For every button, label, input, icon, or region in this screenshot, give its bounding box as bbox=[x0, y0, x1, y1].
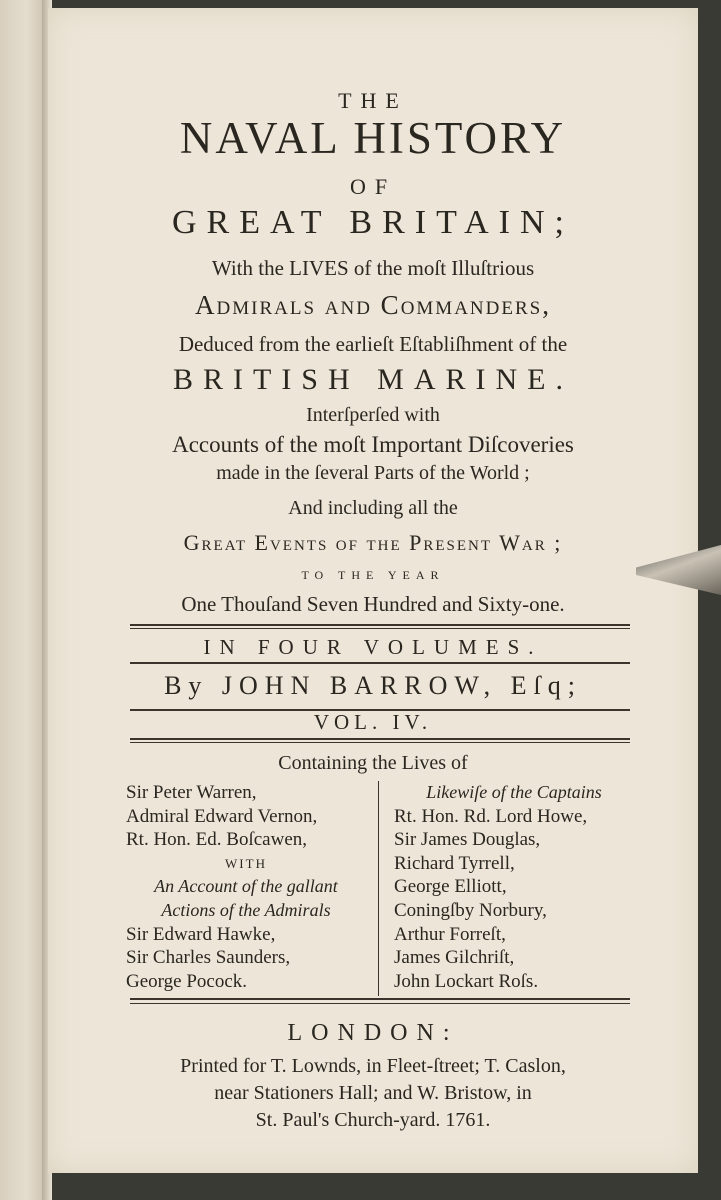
rule bbox=[130, 628, 630, 629]
column-divider bbox=[378, 781, 379, 996]
rule bbox=[130, 738, 630, 740]
left-line-9: George Pocock. bbox=[126, 970, 248, 992]
subtitle-deduced: Deduced from the earlieſt Eſtabliſhment of the bbox=[178, 332, 568, 356]
right-line-1: Likewiſe of the Captains bbox=[426, 782, 602, 802]
subtitle-to-the-year: TO THE YEAR bbox=[301, 568, 445, 582]
containing-lives: Containing the Lives of bbox=[278, 752, 468, 774]
imprint-line-3: St. Paul's Church-yard. 1761. bbox=[255, 1109, 491, 1131]
facing-page-edge bbox=[0, 0, 44, 1200]
volumes-line: IN FOUR VOLUMES. bbox=[203, 635, 543, 659]
subtitle-great-events: Great Events of the Present War ; bbox=[183, 530, 563, 555]
rule bbox=[130, 742, 630, 743]
title-of: OF bbox=[349, 174, 397, 199]
left-line-3: Rt. Hon. Ed. Boſcawen, bbox=[126, 829, 308, 851]
right-line-5: George Elliott, bbox=[394, 876, 507, 898]
imprint-line-2: near Stationers Hall; and W. Bristow, in bbox=[214, 1082, 532, 1104]
subtitle-accounts: Accounts of the moſt Important Diſcoveries bbox=[172, 432, 574, 457]
right-line-9: John Lockart Roſs. bbox=[394, 970, 539, 992]
author-line: By JOHN BARROW, Eſq; bbox=[164, 671, 582, 700]
subtitle-interspersed: Interſperſed with bbox=[306, 404, 440, 426]
title-page bbox=[48, 8, 698, 1173]
title-great-britain: GREAT BRITAIN; bbox=[171, 204, 575, 241]
left-line-8: Sir Charles Saunders, bbox=[126, 947, 291, 969]
subtitle-year-text: One Thouſand Seven Hundred and Sixty-one. bbox=[181, 592, 565, 616]
subtitle-admirals: Admirals and Commanders, bbox=[195, 290, 551, 320]
imprint-line-1: Printed for T. Lownds, in Fleet-ſtreet; T. Caslon, bbox=[180, 1055, 566, 1077]
right-line-4: Richard Tyrrell, bbox=[394, 852, 515, 874]
left-column bbox=[126, 781, 366, 993]
title-naval-history: NAVAL HISTORY bbox=[179, 113, 567, 163]
right-line-7: Arthur Forreſt, bbox=[394, 923, 506, 945]
volume-number: VOL. IV. bbox=[313, 710, 433, 734]
right-column bbox=[394, 781, 634, 993]
right-line-8: James Gilchriſt, bbox=[394, 947, 515, 969]
subtitle-with-lives: With the LIVES of the moſt Illuſtrious bbox=[211, 256, 535, 280]
right-line-2: Rt. Hon. Rd. Lord Howe, bbox=[394, 805, 588, 827]
subtitle-and-including: And including all the bbox=[288, 497, 458, 519]
rule bbox=[130, 662, 630, 664]
left-line-4: WITH bbox=[225, 855, 267, 871]
left-line-6: Actions of the Admirals bbox=[161, 899, 331, 920]
right-line-6: Coningſby Norbury, bbox=[394, 899, 547, 921]
left-line-1: Sir Peter Warren, bbox=[126, 782, 257, 803]
subtitle-made-in: made in the ſeveral Parts of the World ; bbox=[216, 462, 530, 484]
title-the: THE bbox=[338, 88, 408, 113]
left-line-7: Sir Edward Hawke, bbox=[126, 923, 276, 945]
rule bbox=[130, 998, 630, 1000]
rule bbox=[130, 1003, 630, 1004]
imprint-london: LONDON: bbox=[287, 1020, 459, 1046]
right-line-3: Sir James Douglas, bbox=[394, 829, 541, 851]
subtitle-british-marine: BRITISH MARINE. bbox=[172, 363, 573, 396]
left-line-5: An Account of the gallant bbox=[154, 876, 338, 897]
rule bbox=[130, 624, 630, 626]
left-line-2: Admiral Edward Vernon, bbox=[126, 805, 318, 827]
